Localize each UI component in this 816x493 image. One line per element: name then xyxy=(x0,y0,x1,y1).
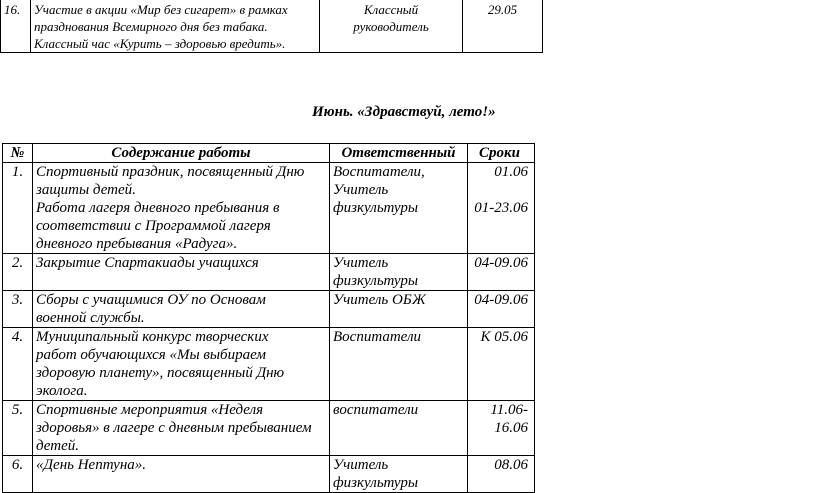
row-number: 1. xyxy=(3,163,33,254)
row-content xyxy=(33,254,330,291)
row-date xyxy=(468,254,535,291)
row-content xyxy=(31,0,320,53)
table-row xyxy=(3,401,535,456)
row-date xyxy=(468,163,535,254)
responsible-line: Учитель ОБЖ xyxy=(333,292,426,308)
date-line: 04-09.06 xyxy=(474,292,528,308)
row-content xyxy=(33,291,330,328)
responsible-line: Воспитатели xyxy=(333,329,421,345)
row-responsible xyxy=(330,291,468,328)
previous-plan-table xyxy=(0,0,543,53)
date-line: К 05.06 xyxy=(480,329,528,345)
date-line: 01-23.06 xyxy=(474,200,528,216)
row-date xyxy=(468,401,535,456)
header-number: № xyxy=(3,144,33,163)
responsible-line: физкультуры xyxy=(333,200,419,216)
header-responsible: Ответственный xyxy=(330,144,468,163)
row-number: 3. xyxy=(3,291,33,328)
content-line: работ обучающихся «Мы выбираем xyxy=(36,347,266,363)
responsible-line: Учитель xyxy=(333,457,389,473)
content-line: защиты детей. xyxy=(36,182,136,198)
row-date xyxy=(468,456,535,493)
row-date: 29.05 xyxy=(463,0,543,53)
responsible-line: Классный xyxy=(363,2,419,17)
content-line: дневного пребывания «Радуга». xyxy=(36,236,238,252)
row-content xyxy=(33,163,330,254)
content-line: празднования Всемирного дня без табака. xyxy=(34,19,268,34)
header-dates: Сроки xyxy=(468,144,535,163)
table-row xyxy=(3,328,535,401)
row-number: 5. xyxy=(3,401,33,456)
table-row xyxy=(3,163,535,254)
content-line: Спортивные мероприятия «Неделя xyxy=(36,402,264,418)
responsible-line: Учитель xyxy=(333,255,389,271)
responsible-line: руководитель xyxy=(353,19,429,34)
row-content xyxy=(33,328,330,401)
content-line: Муниципальный конкурс творческих xyxy=(36,329,269,345)
date-line: 04-09.06 xyxy=(474,255,528,271)
content-line: Участие в акции «Мир без сигарет» в рамках xyxy=(34,2,288,17)
responsible-line: воспитатели xyxy=(333,402,419,418)
content-line: Сборы с учащимися ОУ по Основам xyxy=(36,292,266,308)
row-date xyxy=(468,328,535,401)
content-line: эколога. xyxy=(36,383,88,399)
content-line: соответствии с Программой лагеря xyxy=(36,218,271,234)
row-responsible xyxy=(330,163,468,254)
row-content xyxy=(33,401,330,456)
table-row xyxy=(1,0,543,53)
date-line: 08.06 xyxy=(494,457,528,473)
content-line: Закрытие Спартакиады учащихся xyxy=(36,255,259,271)
table-body xyxy=(3,163,535,493)
june-plan-table xyxy=(2,143,535,493)
date-line: 01.06 xyxy=(494,164,528,180)
row-number: 6. xyxy=(3,456,33,493)
responsible-line: Учитель xyxy=(333,182,389,198)
date-line: 16.06 xyxy=(494,420,528,436)
row-date xyxy=(468,291,535,328)
table-row xyxy=(3,456,535,493)
row-responsible xyxy=(330,328,468,401)
header-content: Содержание работы xyxy=(33,144,330,163)
row-responsible xyxy=(330,254,468,291)
content-line: здоровья» в лагере с дневным пребыванием xyxy=(36,420,312,436)
responsible-line: физкультуры xyxy=(333,475,419,491)
table-row xyxy=(3,291,535,328)
date-line: 11.06- xyxy=(490,402,528,418)
content-line: здоровую планету», посвященный Дню xyxy=(36,365,285,381)
content-line: детей. xyxy=(36,438,79,454)
row-responsible xyxy=(330,456,468,493)
content-line: Работа лагеря дневного пребывания в xyxy=(36,200,280,216)
table-row xyxy=(3,254,535,291)
section-title-text: Июнь. «Здравствуй, лето!» xyxy=(312,104,496,120)
content-line: военной службы. xyxy=(36,310,145,326)
row-number: 4. xyxy=(3,328,33,401)
row-number: 2. xyxy=(3,254,33,291)
row-responsible xyxy=(330,401,468,456)
responsible-line: физкультуры xyxy=(333,273,419,289)
content-line: «День Нептуна». xyxy=(36,457,147,473)
table-header-row xyxy=(3,144,535,163)
content-line: Спортивный праздник, посвященный Дню xyxy=(36,164,305,180)
row-number: 16. xyxy=(1,0,31,53)
content-line: Классный час «Курить – здоровью вредить». xyxy=(34,36,286,51)
row-content xyxy=(33,456,330,493)
responsible-line: Воспитатели, xyxy=(333,164,425,180)
row-responsible xyxy=(320,0,463,53)
